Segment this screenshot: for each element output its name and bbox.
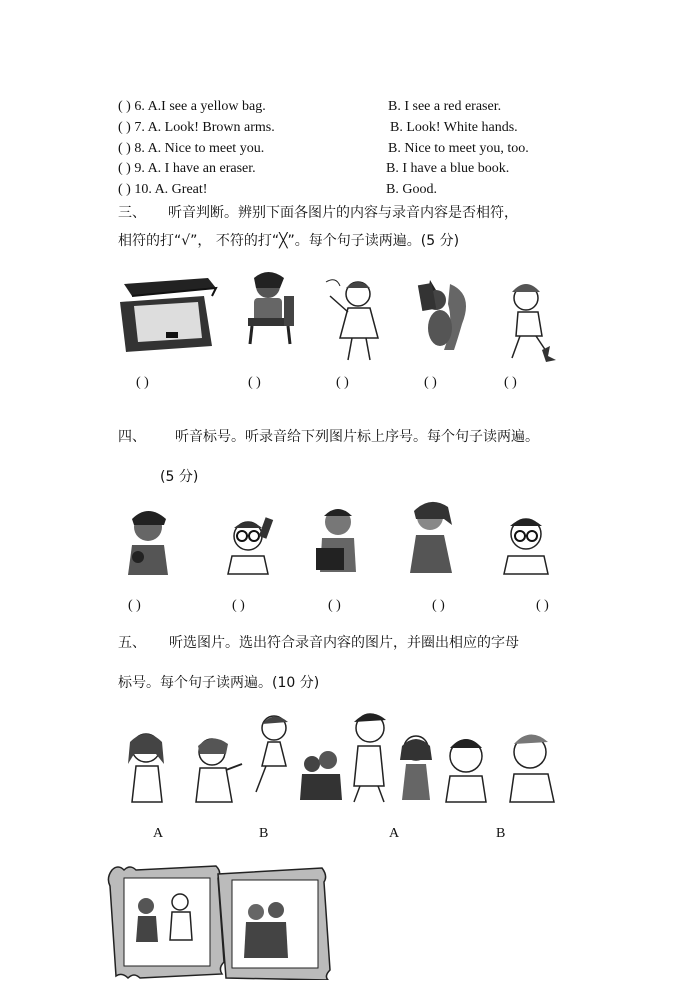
question-10: [118, 181, 207, 199]
choice-label-b[interactable]: B: [496, 826, 506, 841]
answer-blank[interactable]: ( ): [232, 598, 245, 613]
choice-label-a[interactable]: A: [153, 826, 164, 841]
boy-with-bag-picture: [312, 502, 362, 576]
answer-blank[interactable]: ( ): [424, 375, 437, 390]
girl-sitting-picture: [240, 268, 304, 346]
question-9: [118, 160, 256, 178]
option-b: B. I see a red eraser.: [388, 99, 502, 114]
section4-instruction-cont: (5 分): [160, 469, 199, 485]
option-a: A. Great!: [154, 182, 208, 197]
question-prefix: ( ) 8.: [118, 141, 145, 156]
girl-jumping-picture: [498, 276, 568, 366]
option-a: A. Nice to meet you.: [147, 141, 265, 156]
question-prefix: ( ) 7.: [118, 120, 145, 135]
question-6: [118, 98, 266, 116]
briefcase-picture: [116, 276, 218, 354]
section3-number: 三、: [118, 205, 146, 221]
option-b: B. I have a blue book.: [386, 161, 510, 176]
section5-number: 五、: [118, 635, 146, 651]
answer-blank[interactable]: ( ): [504, 375, 517, 390]
answer-blank[interactable]: ( ): [128, 598, 141, 613]
option-a: A.I see a yellow bag.: [147, 99, 266, 114]
question-prefix: ( ) 9.: [118, 161, 145, 176]
section4-number: 四、: [118, 429, 146, 445]
boy-glasses-picture: [222, 512, 278, 576]
section5-instruction-cont: 标号。每个句子读两遍。(10 分): [118, 675, 320, 691]
answer-blank[interactable]: ( ): [536, 598, 549, 613]
framed-pictures: [106, 862, 332, 980]
question-7: [118, 119, 275, 137]
girl-waving-picture: [322, 274, 390, 366]
section3-instruction: 听音判断。辨别下面各图片的内容与录音内容是否相符，: [168, 205, 518, 221]
boy-picture: [120, 505, 176, 577]
question-prefix: ( ) 6.: [118, 99, 145, 114]
option-b: B. Look! White hands.: [390, 120, 518, 135]
choice-label-b[interactable]: B: [259, 826, 269, 841]
girl-picture: [404, 495, 460, 575]
option-b: B. Nice to meet you, too.: [388, 141, 529, 156]
choice-pictures-row: [116, 706, 576, 808]
squirrel-picture: [414, 274, 472, 354]
option-a: A. Look! Brown arms.: [147, 120, 275, 135]
section5-instruction: 听选图片。选出符合录音内容的图片，并圈出相应的字母: [169, 635, 519, 651]
option-a: A. I have an eraser.: [147, 161, 256, 176]
question-prefix: ( ) 10.: [118, 182, 152, 197]
question-8: [118, 140, 264, 158]
answer-blank[interactable]: ( ): [248, 375, 261, 390]
answer-blank[interactable]: ( ): [328, 598, 341, 613]
boy-glasses-picture: [496, 510, 556, 576]
option-b: B. Good.: [386, 182, 437, 197]
answer-blank[interactable]: ( ): [432, 598, 445, 613]
answer-blank[interactable]: ( ): [136, 375, 149, 390]
answer-blank[interactable]: ( ): [336, 375, 349, 390]
section4-instruction: 听音标号。听录音给下列图片标上序号。每个句子读两遍。: [175, 429, 539, 445]
choice-label-a[interactable]: A: [389, 826, 400, 841]
section3-instruction-cont: 相符的打“√”， 不符的打“╳”。每个句子读两遍。(5 分): [118, 233, 460, 249]
